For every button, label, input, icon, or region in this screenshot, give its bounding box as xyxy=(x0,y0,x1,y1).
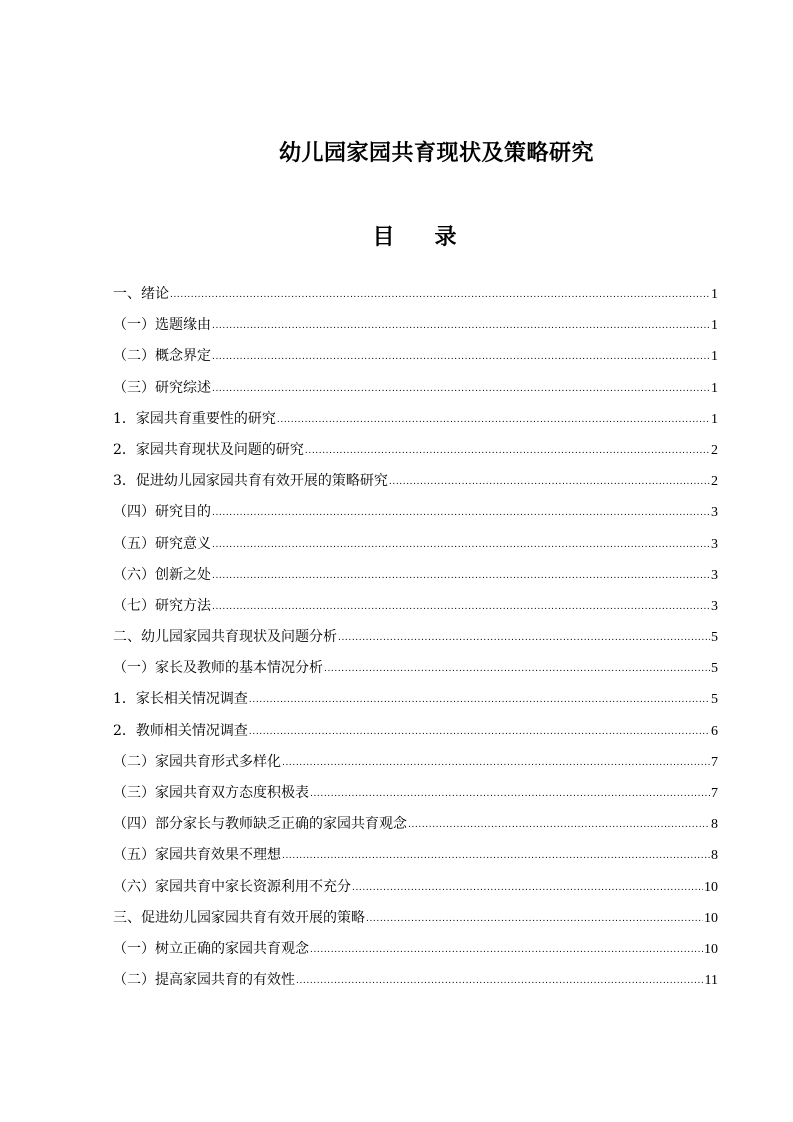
toc-entry-page-number: 3 xyxy=(711,536,718,552)
toc-entry[interactable] xyxy=(113,969,718,1000)
toc-entry[interactable] xyxy=(113,345,718,376)
toc-entry[interactable] xyxy=(113,720,718,751)
toc-entry[interactable] xyxy=(113,314,718,345)
toc-entry-label: （三）家园共育双方态度积极表 xyxy=(113,785,309,801)
toc-entry[interactable] xyxy=(113,688,718,719)
toc-entry[interactable] xyxy=(113,876,718,907)
toc-entry-page-number: 10 xyxy=(704,910,718,926)
toc-entry[interactable] xyxy=(113,782,718,813)
toc-entry-page-number: 7 xyxy=(711,786,718,801)
toc-leader-dots xyxy=(277,407,710,431)
toc-entry-label: 1．家长相关情况调查 xyxy=(113,691,248,708)
toc-leader-dots xyxy=(249,719,710,743)
toc-entry-page-number: 3 xyxy=(711,505,718,521)
document-title: 幼儿园家园共育现状及策略研究 xyxy=(278,141,594,166)
toc-leader-dots xyxy=(305,438,710,462)
toc-entry-page-number: 8 xyxy=(711,848,718,864)
toc-entry-page-number: 3 xyxy=(711,598,718,614)
toc-leader-dots xyxy=(212,500,710,524)
toc-leader-dots xyxy=(212,313,710,337)
toc-heading-char-2: 录 xyxy=(434,225,457,250)
toc-entry-label: （七）研究方法 xyxy=(113,597,211,614)
toc-leader-dots xyxy=(352,875,703,899)
toc-entry-label: （五）研究意义 xyxy=(113,535,211,552)
toc-entry-page-number: 2 xyxy=(711,442,718,458)
toc-leader-dots xyxy=(338,625,710,649)
toc-entry[interactable] xyxy=(113,377,718,408)
toc-entry-label: （一）树立正确的家园共育观念 xyxy=(113,940,309,957)
toc-entry-page-number: 11 xyxy=(704,973,718,989)
toc-entry-label: （六）创新之处 xyxy=(113,566,211,583)
toc-entry[interactable] xyxy=(113,844,718,875)
toc-leader-dots xyxy=(366,906,703,930)
toc-entry-label: （三）研究综述 xyxy=(113,379,211,396)
toc-leader-dots xyxy=(212,563,710,587)
toc-entry-page-number: 5 xyxy=(711,661,718,677)
toc-entry-label: 1．家园共育重要性的研究 xyxy=(113,410,276,427)
toc-entry-page-number: 1 xyxy=(711,318,718,334)
toc-entry[interactable] xyxy=(113,533,718,564)
toc-entry[interactable] xyxy=(113,408,718,439)
toc-leader-dots xyxy=(170,282,710,306)
toc-entry[interactable] xyxy=(113,595,718,626)
toc-entry-page-number: 5 xyxy=(711,692,718,708)
table-of-contents xyxy=(113,283,718,1000)
toc-entry[interactable] xyxy=(113,938,718,969)
toc-leader-dots xyxy=(282,843,710,867)
toc-entry-label: （二）家园共育形式多样化 xyxy=(113,753,281,770)
toc-entry-label: 一、绪论 xyxy=(113,286,169,302)
toc-entry-label: 二、幼儿园家园共育现状及问题分析 xyxy=(113,629,337,646)
toc-leader-dots xyxy=(212,344,710,368)
toc-entry[interactable] xyxy=(113,657,718,688)
toc-entry-page-number: 1 xyxy=(711,287,718,302)
toc-entry-label: （二）概念界定 xyxy=(113,348,211,365)
toc-entry-page-number: 5 xyxy=(711,630,718,646)
toc-entry-label: （五）家园共育效果不理想 xyxy=(113,847,281,864)
toc-leader-dots xyxy=(389,469,710,493)
toc-entry[interactable] xyxy=(113,626,718,657)
toc-leader-dots xyxy=(249,687,710,711)
toc-leader-dots xyxy=(310,781,710,805)
toc-entry[interactable] xyxy=(113,283,718,314)
toc-entry-page-number: 1 xyxy=(711,380,718,396)
toc-entry[interactable] xyxy=(113,813,718,844)
toc-entry-page-number: 10 xyxy=(704,941,718,957)
toc-entry-page-number: 2 xyxy=(711,474,718,490)
toc-entry[interactable] xyxy=(113,907,718,938)
toc-entry-label: （一）选题缘由 xyxy=(113,317,211,334)
toc-entry[interactable] xyxy=(113,564,718,595)
toc-entry[interactable] xyxy=(113,751,718,782)
toc-entry-label: 2．教师相关情况调查 xyxy=(113,722,248,739)
toc-entry-page-number: 1 xyxy=(711,411,718,427)
toc-entry-page-number: 10 xyxy=(704,879,718,895)
toc-leader-dots xyxy=(324,656,710,680)
toc-entry-label: （二）提高家园共育的有效性 xyxy=(113,972,295,989)
toc-entry[interactable] xyxy=(113,501,718,532)
toc-entry-page-number: 3 xyxy=(711,567,718,583)
toc-leader-dots xyxy=(212,594,710,618)
toc-entry[interactable] xyxy=(113,439,718,470)
toc-entry-page-number: 1 xyxy=(711,349,718,365)
toc-entry-page-number: 6 xyxy=(711,723,718,739)
toc-leader-dots xyxy=(310,937,703,961)
toc-leader-dots xyxy=(296,968,704,992)
toc-entry[interactable] xyxy=(113,470,718,501)
toc-leader-dots xyxy=(282,750,710,774)
toc-heading xyxy=(0,220,793,251)
toc-entry-label: 2．家园共育现状及问题的研究 xyxy=(113,441,304,458)
toc-leader-dots xyxy=(408,812,710,836)
toc-entry-label: （六）家园共育中家长资源利用不充分 xyxy=(113,878,351,895)
toc-entry-label: （四）研究目的 xyxy=(113,504,211,521)
toc-entry-label: 3．促进幼儿园家园共育有效开展的策略研究 xyxy=(113,473,388,490)
toc-leader-dots xyxy=(212,532,710,556)
toc-entry-label: （四）部分家长与教师缺乏正确的家园共育观念 xyxy=(113,816,407,833)
toc-heading-char-1: 目 xyxy=(372,225,395,250)
toc-entry-label: 三、促进幼儿园家园共育有效开展的策略 xyxy=(113,909,365,926)
toc-leader-dots xyxy=(212,376,710,400)
toc-entry-page-number: 7 xyxy=(711,754,718,770)
toc-entry-page-number: 8 xyxy=(711,817,718,833)
toc-entry-label: （一）家长及教师的基本情况分析 xyxy=(113,660,323,677)
